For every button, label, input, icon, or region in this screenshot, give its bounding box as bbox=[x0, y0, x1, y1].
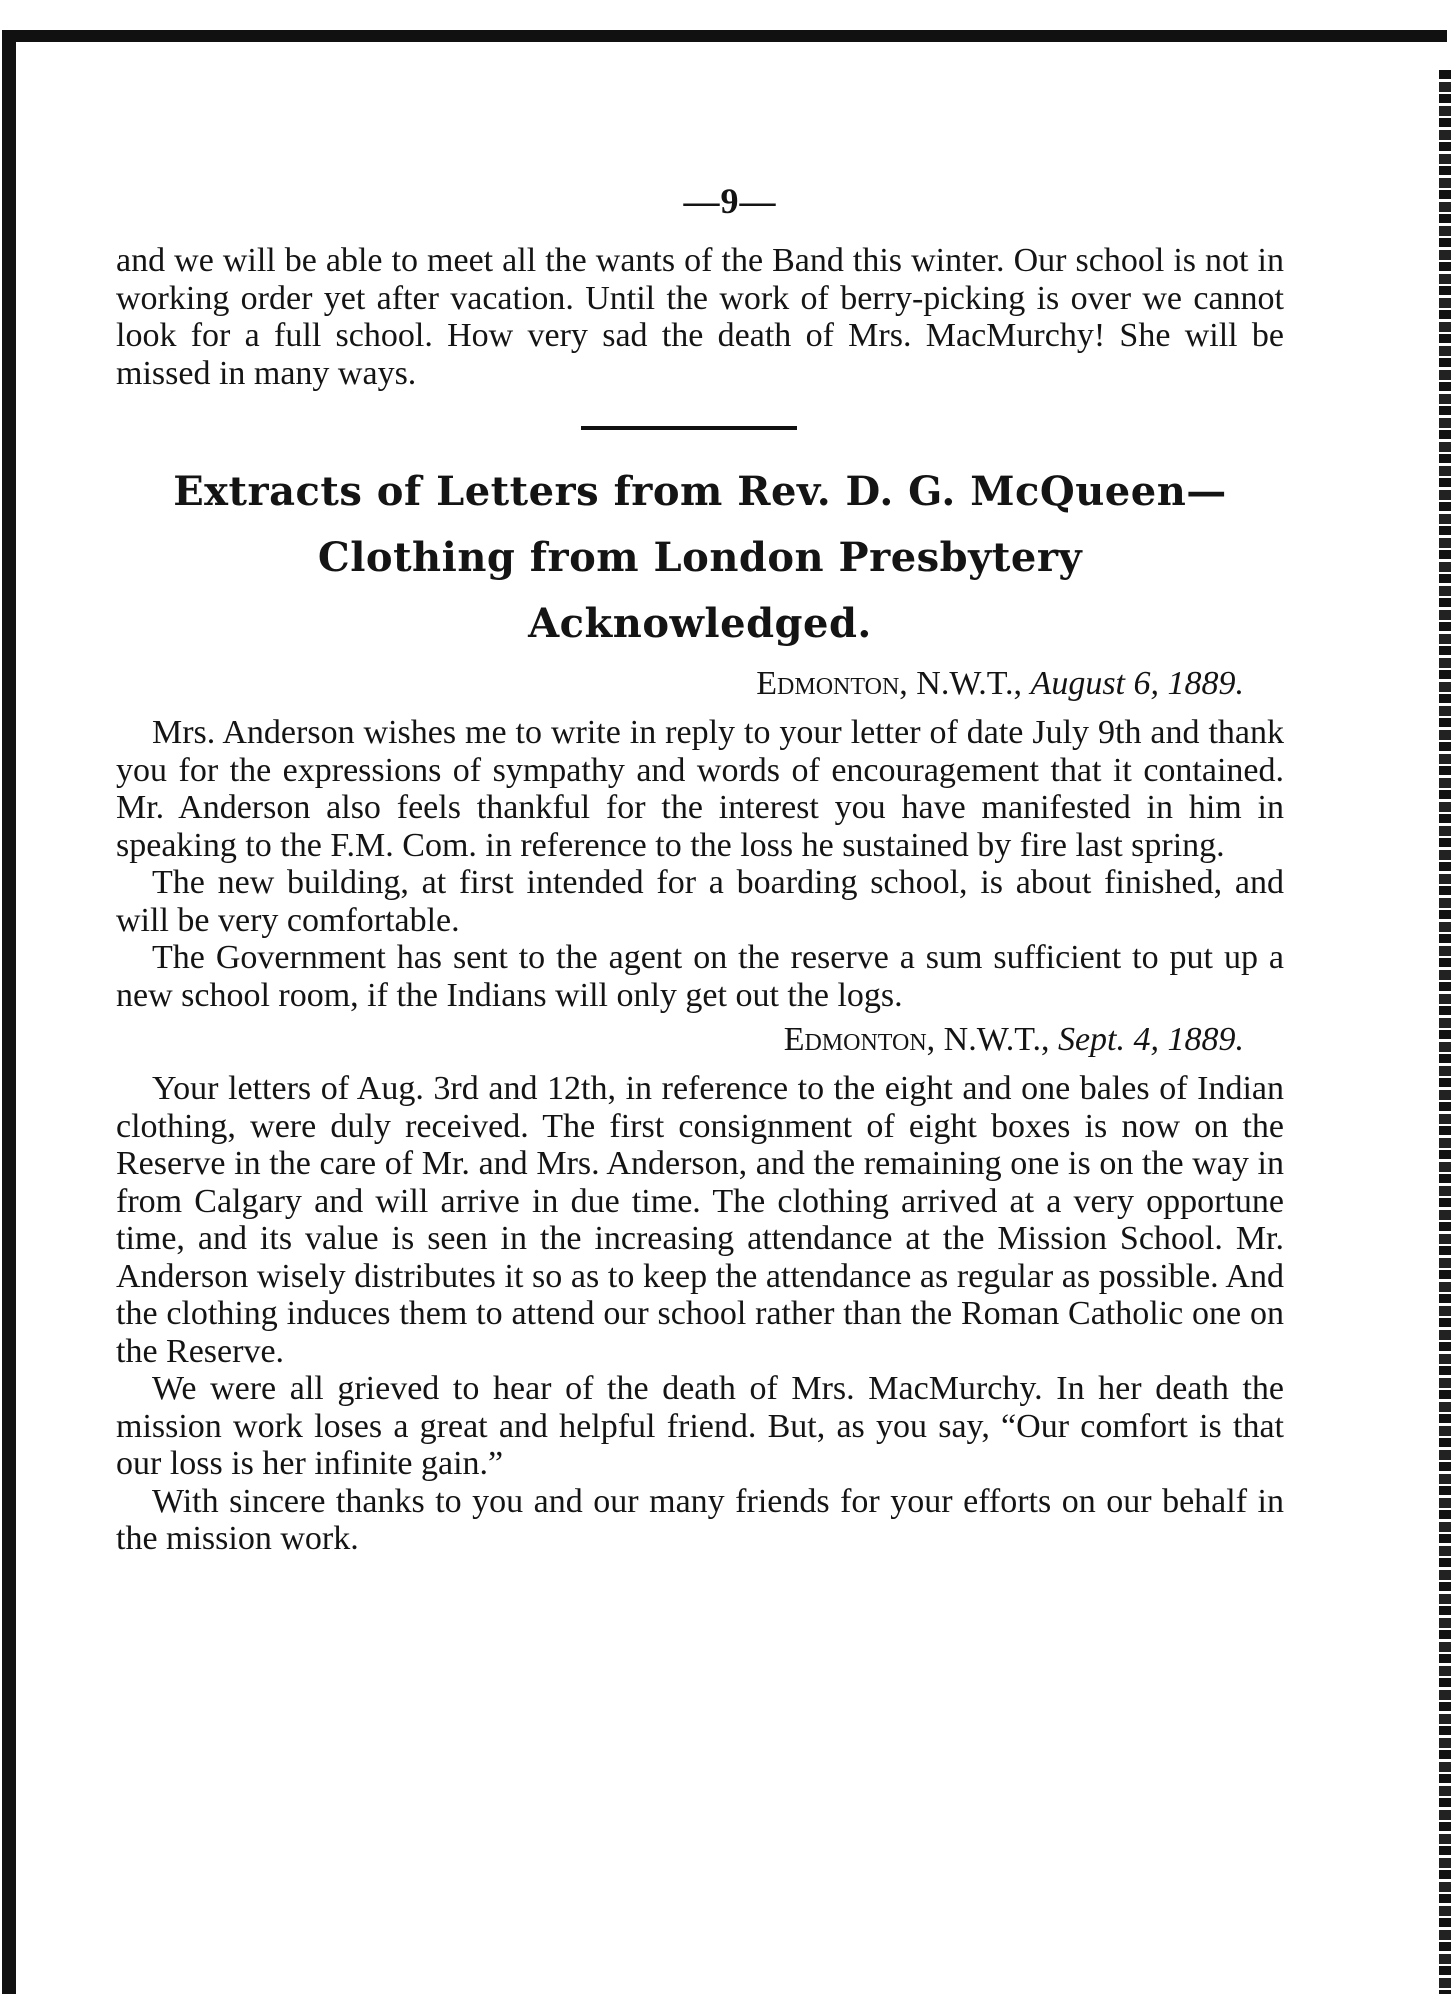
section-divider bbox=[581, 426, 797, 430]
page-number: —9— bbox=[683, 181, 777, 221]
heading-line-3: Acknowledged. bbox=[528, 600, 872, 647]
letter-2-paragraph: With sincere thanks to you and our many friends for your efforts on our behalf in the mission work. bbox=[116, 1482, 1284, 1557]
letter-2-paragraph: Your letters of Aug. 3rd and 12th, in reference to the eight and one bales of Indian clothing, were duly received. The first consignment of eight boxes is now on the Reserve in the care of Mr. and Mrs. Anderson, and the remaining one is on the way in from Calgary and will arrive in due time. The clothing arrived at a very opportune time, and its value is seen in the increasing attendance at the Mission School. Mr. Anderson wisely distributes it so as to keep the attendance as regular as possible. And the clothing induces them to attend our school rather than the Roman Catholic one on the Reserve. bbox=[116, 1070, 1284, 1370]
heading-line-2: Clothing from London Presbytery bbox=[317, 534, 1083, 581]
letter-1-dateline bbox=[116, 664, 1244, 704]
letter-2-paragraph: We were all grieved to hear of the death of Mrs. MacMurchy. In her death the mission work loses a great and helpful friend. But, as you say, “Our comfort is that our loss is her infinite gain.” bbox=[116, 1370, 1284, 1482]
scan-border-top bbox=[2, 30, 1447, 42]
letter-1-paragraph: Mrs. Anderson wishes me to write in reply to your letter of date July 9th and thank you for the expressions of sympathy and words of encouragement that it contained. Mr. Anderson also feels thankful for the interest you have manifested in him in speaking to the F.M. Com. in reference to the loss he sustained by fire last spring. bbox=[116, 714, 1284, 864]
scan-border-left bbox=[2, 30, 16, 1994]
letter-1-date: August 6, 1889. bbox=[1030, 665, 1244, 702]
page-content bbox=[116, 180, 1284, 1558]
letter-2-dateline bbox=[116, 1020, 1244, 1060]
section-heading bbox=[116, 466, 1284, 650]
letter-2-place: Edmonton, N.W.T., bbox=[783, 1021, 1050, 1058]
letter-1-place: Edmonton, N.W.T., bbox=[756, 665, 1023, 702]
letter-2-date: Sept. 4, 1889. bbox=[1057, 1021, 1244, 1058]
heading-line-1: Extracts of Letters from Rev. D. G. McQueen— bbox=[173, 468, 1227, 515]
letter-1-paragraph: The Government has sent to the agent on the reserve a sum sufficient to put up a new school room, if the Indians will only get out the logs. bbox=[116, 939, 1284, 1014]
letter-1-paragraph: The new building, at first intended for a boarding school, is about finished, and will be very comfortable. bbox=[116, 864, 1284, 939]
opening-paragraph: and we will be able to meet all the wants of the Band this winter. Our school is not in working order yet after vacation. Until the work of berry-picking is over we cannot look for a full school. How very sad the death of Mrs. MacMurchy! She will be missed in many ways. bbox=[116, 242, 1284, 392]
scan-border-right bbox=[1439, 70, 1451, 1994]
